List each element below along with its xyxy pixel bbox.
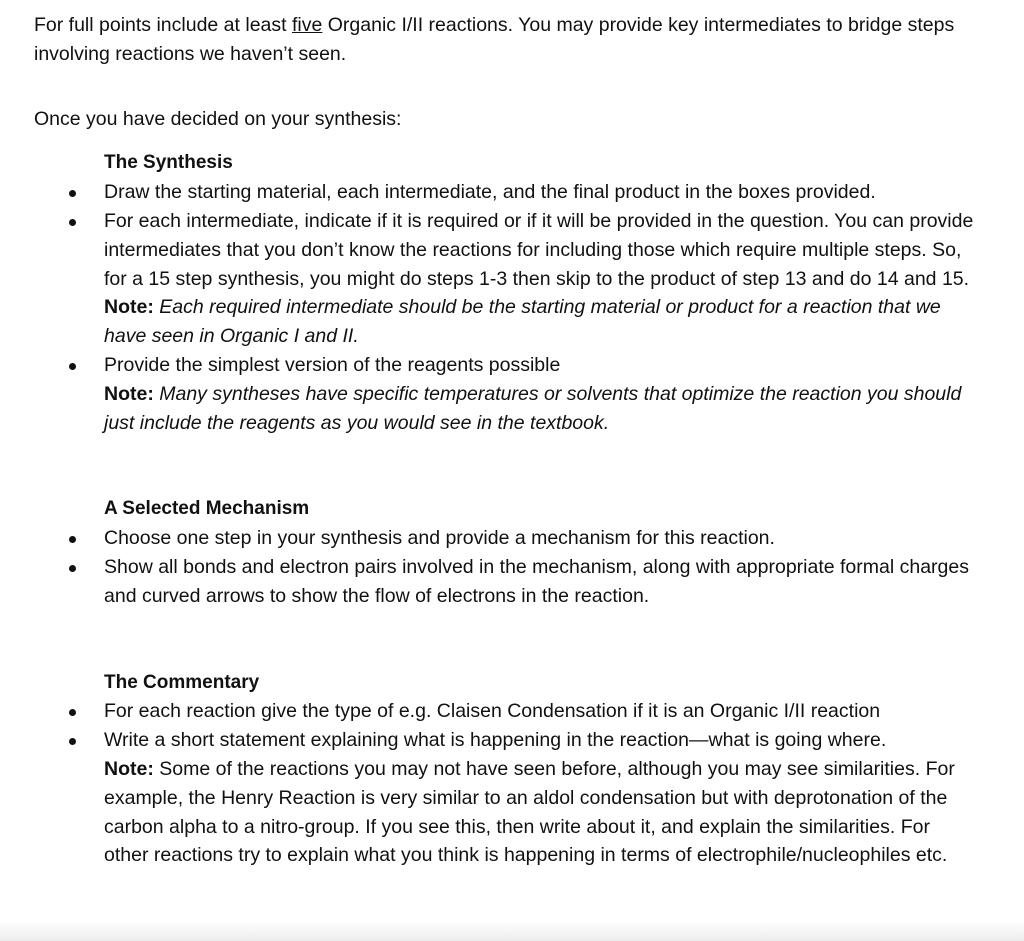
synthesis-section [104, 149, 974, 437]
commentary-list [104, 697, 974, 870]
list-item [104, 524, 974, 553]
synthesis-note-2: Each required intermediate should be the starting material or product for a reaction that we have seen in Organic I and II. [104, 296, 941, 348]
bullet-icon [69, 363, 76, 370]
note-label: Note: [104, 296, 154, 319]
note-label: Note: [104, 382, 154, 405]
commentary-title: The Commentary [104, 671, 260, 693]
synthesis-bullet-2: For each intermediate, indicate if it is required or if it will be provided in the question. You can provide intermediates that you don’t know the reactions for including those which require multiple steps. So, for a 15 step synthesis, you might do steps 1-3 then skip to the product of step 13 and do 14 and 15. [104, 209, 974, 290]
once-heading: Once you have decided on your synthesis: [34, 107, 402, 130]
intro-underlined-word: five [291, 14, 323, 36]
bullet-icon [69, 738, 76, 745]
mechanism-bullet-1: Choose one step in your synthesis and provide a mechanism for this reaction. [104, 527, 775, 550]
mechanism-bullet-2: Show all bonds and electron pairs involved in the mechanism, along with appropriate formal charges and curved arrows to show the flow of electrons in the reaction. [104, 555, 969, 607]
mechanism-section [104, 495, 974, 610]
commentary-section [104, 669, 974, 871]
mechanism-list [104, 524, 974, 610]
bullet-icon [69, 536, 76, 543]
synthesis-bullet-3: Provide the simplest version of the reagents possible [104, 353, 561, 376]
intro-text-before: For full points include at least [34, 14, 292, 36]
list-item [104, 178, 974, 207]
page-bottom-fade [0, 921, 1024, 941]
bullet-icon [69, 190, 76, 197]
commentary-bullet-2: Write a short statement explaining what is happening in the reaction—what is going where. [104, 729, 887, 752]
list-item [104, 351, 974, 437]
note-label: Note: [104, 757, 154, 780]
intro-text-after: Organic I/II reactions. You may provide key intermediates to bridge steps involving reactions we haven’t seen. [34, 14, 955, 65]
commentary-note-2: Some of the reactions you may not have seen before, although you may see similarities. For example, the Henry Reaction is very similar to an aldol condensation but with deprotonation of the carbon alpha to a nitro-group. If you see this, then write about it, and explain the similarities. For other reactions try to explain what you think is happening in terms of electrophile/nucleophiles etc. [104, 757, 955, 867]
synthesis-note-3: Many syntheses have specific temperatures or solvents that optimize the reaction you should just include the reagents as you would see in the textbook. [104, 382, 962, 434]
synthesis-list [104, 178, 974, 437]
document-page [34, 11, 974, 870]
list-item [104, 726, 974, 870]
list-item [104, 207, 974, 351]
bullet-icon [69, 709, 76, 716]
synthesis-title: The Synthesis [104, 152, 233, 174]
synthesis-bullet-1: Draw the starting material, each intermediate, and the final product in the boxes provided. [104, 181, 876, 204]
commentary-bullet-1: For each reaction give the type of e.g. Claisen Condensation if it is an Organic I/II reaction [104, 700, 881, 723]
list-item [104, 553, 974, 611]
bullet-icon [69, 565, 76, 572]
bullet-icon [69, 219, 76, 226]
intro-paragraph [34, 11, 974, 69]
list-item [104, 697, 974, 726]
mechanism-title: A Selected Mechanism [104, 498, 310, 520]
